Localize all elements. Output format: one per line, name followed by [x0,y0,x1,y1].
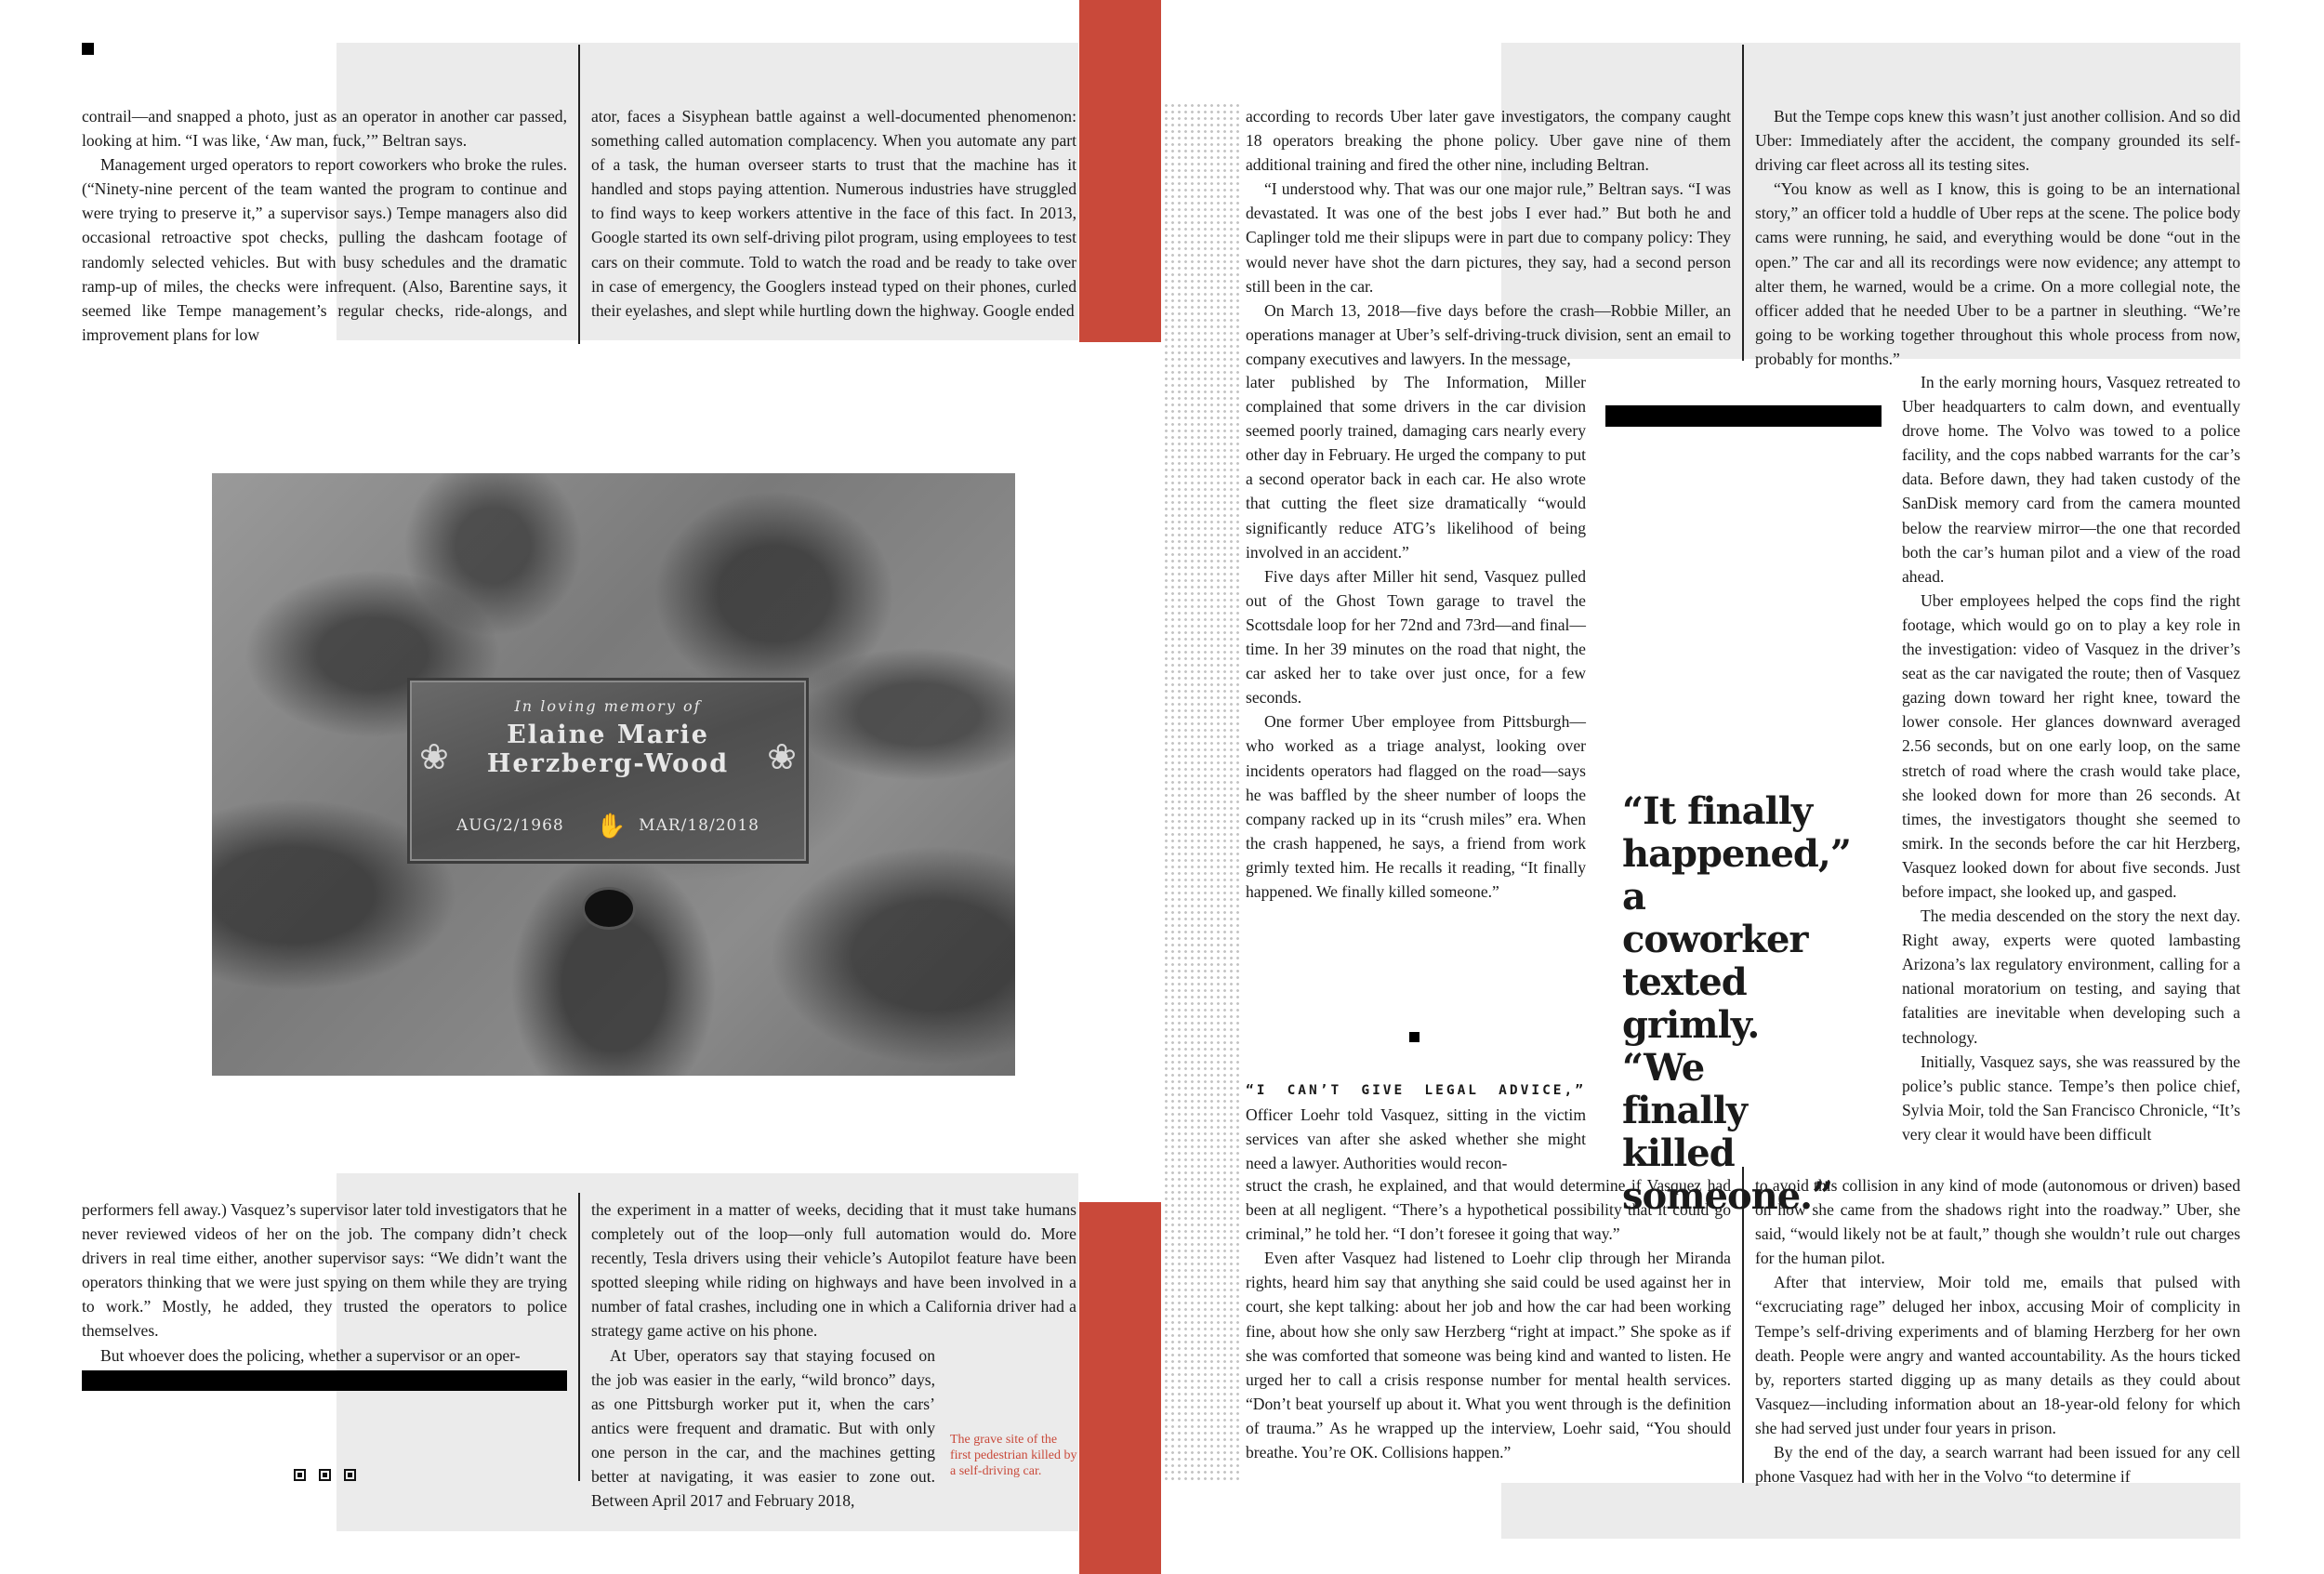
page-number-digit [294,1469,306,1481]
vase-hole [582,887,636,930]
grave-photo [212,473,1015,1076]
column-rule-right-top [1742,45,1744,361]
grave-plaque [407,678,809,864]
section-break-square [1409,1032,1419,1042]
plaque-date-death: MAR/18/2018 [639,816,759,835]
grey-panel-right-bottom [1501,1483,2240,1539]
photo-caption: The grave site of the first pedestrian killed by a self-driving car. [950,1433,1077,1478]
pullquote-bar [1605,405,1882,427]
left-column-2-top [591,104,1076,323]
red-spine-bottom [1079,1202,1161,1574]
left-column-1-bottom [82,1197,567,1368]
right-column-4-top [1755,104,2240,371]
paragraph: struct the crash, he explained, and that would determine if Vasquez had been at all negligent. “There’s a hypothetical possibility that it could go criminal,” he told her. “I don’t foresee it going that way.” [1246,1176,1731,1244]
page-number-digit [344,1469,356,1481]
plaque-name-first: Elaine Marie [507,721,709,749]
paragraph: “You know as well as I know, this is going to be an international story,” an officer told a huddle of Uber reps at the scene. The police body cams were running, he said, and everything would be done “out in the open.” The car and all its recordings were now evidence; any attempt to alter them, he warned, would be a crime. On a more collegial note, the officer added that he needed Uber to be a partner in sleuthing. “We’re going to be working together throughout this whole process from now, probably for months.” [1755,179,2240,368]
kicker-heading: “I CAN’T GIVE LEGAL ADVICE,” [1246,1083,1586,1098]
paragraph: After that interview, Moir told me, emails that pulsed with “excruciating rage” deluged her inbox, accusing Moir of complicity in Tempe’s self-driving experiments and of blaming Herzberg for her own death. People were angry and wanted accountability. As the hours ticked by, reporters started digging up as many details as they could about Vasquez—including information about an 18-year-old felony for which she had served just under four years in prison. [1755,1273,2240,1437]
right-column-4-bottom [1755,1173,2240,1488]
paragraph: “I understood why. That was our one major rule,” Beltran says. “I was devastated. It was one of the best jobs I ever had.” But both he and Caplinger told me their slipups were in part due to company policy: They would never have shot the darn pictures, they say, had a second person still been in the car. [1246,179,1731,296]
paragraph: Uber employees helped the cops find the right footage, which would go on to play a key role in the investigation: video of Vasquez in the driver’s seat as the car navigated the route; then of Vasquez gazing down toward her right knee, toward the lower console. Her glances downward averaged 2.56 seconds, but on one early loop, on the same stretch of road where the crash would take place, she looked down for more than 26 seconds. At times, the investigators thought she seemed to smirk. In the seconds before the car hit Herzberg, Vasquez looked down for about five seconds. Just before impact, she looked up, and gasped. [1902,590,2240,901]
rose-ornament-left-icon: ❀ [419,736,449,777]
column-rule-left-bottom [578,1193,580,1481]
pullquote: “It finally happened,” a coworker texted grimly. “We finally killed someone.” [1622,789,1851,1218]
paragraph: At Uber, operators say that staying focused on the job was easier in the early, “wild bronco” days, as one Pittsburgh worker put it, when the cars’ antics were frequent and dramatic. But with only one person in the car, and the machines getting better at navigating, it was easier to zone out. Between April 2017 and February 2018, [591,1345,935,1511]
paragraph: later published by The Information, Miller complained that some drivers in the car division seemed poorly trained, damaging cars nearly every other day in February. He urged the company to put a second operator back in each car. He also wrote that cutting the fleet size dramatically “would significantly reduce ATG’s likelihood of being involved in an accident.” [1246,373,1586,562]
right-column-4-narrow [1902,370,2240,1146]
paragraph: The media descended on the story the next day. Right away, experts were quoted lambasting Arizona’s lax regulatory environment, calling for a national moratorium on testing, and saying that fatalities are inevitable when developing such a technology. [1902,906,2240,1047]
right-column-3-narrow [1246,370,1586,904]
paragraph: Management urged operators to report coworkers who broke the rules. (“Ninety-nine percent of the team wanted the program to continue and were trying to preserve it,” a supervisor says.) Tempe managers also did occasional retroactive spot checks, pulling the dashcam footage of randomly selected vehicles. But with busy schedules and the dramatic ramp-up of miles, the checks were infrequent. (Also, Barentine says, it seemed like Tempe management’s regular checks, ride-alongs, and improvement plans for low [82,155,567,344]
page-number [294,1467,369,1485]
plaque-dedication: In loving memory of [514,697,702,715]
rose-ornament-right-icon: ❀ [767,736,797,777]
paragraph: But whoever does the policing, whether a supervisor or an oper- [100,1345,521,1365]
red-spine-top [1079,0,1161,342]
kicker-text: Officer Loehr told Vasquez, sitting in the victim services van after she asked whether she might need a lawyer. Authorities would recon- [1246,1105,1586,1173]
corner-square-mark [82,43,94,55]
paragraph: contrail—and snapped a photo, just as an operator in another car passed, looking at him. “I was like, ‘Aw man, fuck,’” Beltran says. [82,107,567,151]
left-column-1-top [82,104,567,347]
paragraph: the experiment in a matter of weeks, deciding that it must take humans completely out of the loop—only full automation would do. More recently, Tesla drivers using their vehicle’s Autopilot feature have been spotted sleeping while riding on highways and have been involved in a number of fatal crashes, including one in which a California driver had a strategy game active on his phone. [591,1200,1076,1341]
paragraph: By the end of the day, a search warrant had been issued for any cell phone Vasquez had with her in the Volvo “to determine if [1755,1443,2240,1487]
paragraph: Initially, Vasquez says, she was reassured by the police’s public stance. Tempe’s then police chief, Sylvia Moir, told the San Francisco Chronicle, “It’s very clear it would have been difficult [1902,1052,2240,1144]
paragraph: In the early morning hours, Vasquez retreated to Uber headquarters to calm down, and eventually drove home. The Volvo was towed to a police facility, and the cops nabbed warrants for the car’s data. Before dawn, they had taken custody of the SanDisk memory card from the camera mounted below the rearview mirror—the one that recorded both the car’s human pilot and a view of the road ahead. [1902,373,2240,586]
paragraph: One former Uber employee from Pittsburgh—who worked as a triage analyst, looking over incidents operators had flagged on the road—says he was baffled by the sheer number of loops the company racked up in its “crush miles” era. When the crash happened, he says, a friend from work grimly texted him. He recalls it reading, “It finally happened. We finally killed someone.” [1246,712,1586,901]
right-column-3-kicker-block [1246,1077,1586,1175]
paragraph: to avoid this collision in any kind of mode (autonomous or driven) based on how she came from the shadows right into the roadway.” Uber, she said, “would likely not be at fault,” though she wouldn’t rule out charges for the human pilot. [1755,1176,2240,1268]
black-bar-left [82,1370,567,1391]
plaque-name-last: Herzberg-Wood [486,749,730,778]
praying-hands-icon: ✋ [596,813,627,840]
paragraph: performers fell away.) Vasquez’s supervisor later told investigators that he never reviewed videos of her on the job. The company didn’t check drivers in real time either, another supervisor says: “We didn’t want the operators thinking that we were just spying on them while they are trying to work.” Mostly, he added, they trusted the operators to police themselves. [82,1200,567,1341]
right-column-3-top [1246,104,1731,371]
paragraph: Even after Vasquez had listened to Loehr clip through her Miranda rights, heard him say that anything she said could be used against her in court, she kept talking: about her job and how the car had been working fine, about how she only saw Herzberg “right at impact.” She spoke as if she was comforted that someone was being kind and wanted to listen. He urged her to call a crisis response number for mental health services. “Don’t beat yourself up about it. What you went through is the definition of trauma.” As he wrapped up the interview, Loehr said, “You should breathe. You’re OK. Collisions happen.” [1246,1249,1731,1462]
dotted-strip [1163,102,1243,1483]
kicker-paragraph [1246,1077,1586,1175]
paragraph: On March 13, 2018—five days before the crash—Robbie Miller, an operations manager at Uber’s self-driving-truck division, sent an email to company executives and lawyers. In the message, [1246,300,1731,368]
paragraph: according to records Uber later gave investigators, the company caught 18 operators breaking the phone policy. Uber gave nine of them additional training and fired the other nine, including Beltran. [1246,107,1731,175]
page-number-digit [319,1469,331,1481]
column-rule-left-top [578,45,580,344]
paragraph: Five days after Miller hit send, Vasquez pulled out of the Ghost Town garage to travel the Scottsdale loop for her 72nd and 73rd—and final—time. In her 39 minutes on the road that night, the car asked her to take over just once, for a few seconds. [1246,566,1586,708]
plaque-date-birth: AUG/2/1968 [456,816,564,835]
paragraph: ator, faces a Sisyphean battle against a well-documented phenomenon: something called automation complacency. When you automate any part of a task, the human overseer starts to trust that the machine has it handled and stops paying attention. Numerous industries have struggled to find ways to keep workers attentive in the face of this fact. In 2013, Google started its own self-driving pilot program, using employees to test cars on their commute. Told to watch the road and be ready to take over in case of emergency, the Googlers instead typed on their phones, curled their eyelashes, and slept while hurtling down the highway. Google ended [591,107,1076,320]
paragraph: But the Tempe cops knew this wasn’t just another collision. And so did Uber: Immediately after the accident, the company grounded its self-driving car fleet across all its testing sites. [1755,107,2240,175]
